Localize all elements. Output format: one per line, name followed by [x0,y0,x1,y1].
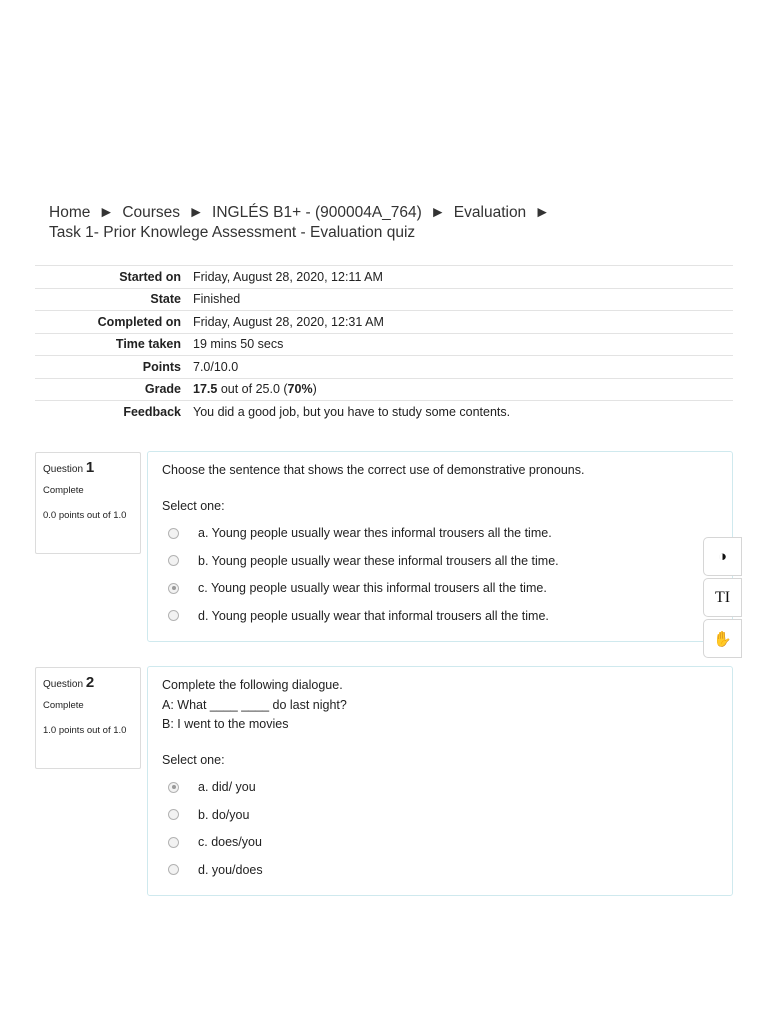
text-size-icon[interactable]: TI [703,578,742,617]
option-label: d. you/does [198,862,263,877]
grade-out-of: out of 25.0 ( [220,382,288,397]
option-label: b. do/you [198,807,250,822]
summary-value: 7.0/10.0 [193,359,239,374]
summary-row-feedback [35,401,733,423]
question-number: Question 1 [43,459,95,476]
summary-value: You did a good job, but you have to study some contents. [193,404,511,419]
contrast-icon[interactable]: ◑ [703,537,742,576]
summary-label: Points [142,359,181,374]
grade-close: ) [312,382,317,397]
question-info-1 [35,452,141,554]
breadcrumb-separator: ► [98,204,115,221]
option-label: c. does/you [198,835,262,850]
answer-option[interactable] [162,856,718,884]
breadcrumb-quiz[interactable]: Task 1- Prior Knowlege Assessment - Evaluation quiz [49,224,416,241]
accessibility-toolbar [703,537,742,660]
question-text: Choose the sentence that shows the correct use of demonstrative pronouns. [162,463,585,477]
question-number: Question 2 [43,674,95,691]
question-text: Complete the following dialogue. A: What ____ ____ do last night? B: I went to the movies [162,678,347,731]
answer-option[interactable] [162,774,718,802]
summary-value: Friday, August 28, 2020, 12:31 AM [193,314,384,329]
summary-label: Feedback [123,404,181,419]
radio-button[interactable] [168,610,179,621]
summary-label: Grade [144,382,181,397]
radio-button[interactable] [168,809,179,820]
radio-button[interactable] [168,864,179,875]
question-grade: 1.0 points out of 1.0 [43,725,127,736]
grade-score: 17.5 [193,382,218,397]
radio-button-checked[interactable] [168,782,179,793]
option-label: b. Young people usually wear these informal trousers all the time. [198,553,559,568]
summary-label: Started on [119,269,181,284]
attempt-summary-table [35,265,733,423]
summary-row-time [35,333,733,356]
summary-row-started [35,266,733,289]
sign-language-icon[interactable]: ✋ [703,619,742,658]
question-state: Complete [43,485,84,496]
breadcrumb-separator: ► [430,204,446,221]
summary-label: Completed on [97,314,181,329]
summary-value: 19 mins 50 secs [193,337,284,352]
answer-options [162,520,718,630]
radio-button-checked[interactable] [168,583,179,594]
summary-label: State [150,292,181,307]
radio-button[interactable] [168,528,179,539]
summary-row-grade [35,378,733,401]
summary-row-state [35,288,733,311]
option-label: a. did/ you [198,780,256,795]
grade-percent: 70% [287,382,313,397]
question-grade: 0.0 points out of 1.0 [43,510,127,521]
answer-option[interactable] [162,602,718,630]
summary-row-completed [35,311,733,334]
answer-option[interactable] [162,575,718,603]
grade-value [187,378,733,401]
answer-option[interactable] [162,520,718,548]
answer-option[interactable] [162,547,718,575]
breadcrumb-separator: ► [188,204,204,221]
question-state: Complete [43,700,84,711]
summary-row-points [35,356,733,379]
answer-option[interactable] [162,829,718,857]
select-one-prompt: Select one: [162,498,225,513]
breadcrumb-home[interactable]: Home [49,204,91,221]
breadcrumb-separator: ► [534,204,550,221]
question-content-1 [147,451,733,642]
answer-option[interactable] [162,801,718,829]
question-content-2 [147,666,733,896]
question-info-2 [35,667,141,769]
breadcrumb-courses[interactable]: Courses [122,204,181,221]
breadcrumb-course[interactable]: INGLÉS B1+ - (900004A_764) [212,204,422,221]
summary-value: Friday, August 28, 2020, 12:11 AM [193,269,383,284]
radio-button[interactable] [168,837,179,848]
answer-options [162,774,718,884]
option-label: d. Young people usually wear that informal trousers all the time. [198,608,549,623]
breadcrumb-evaluation[interactable]: Evaluation [453,204,527,221]
breadcrumb [49,203,609,243]
summary-value: Finished [193,292,241,307]
option-label: c. Young people usually wear this informal trousers all the time. [198,581,547,596]
option-label: a. Young people usually wear thes informal trousers all the time. [198,526,552,541]
select-one-prompt: Select one: [162,752,225,767]
radio-button[interactable] [168,555,179,566]
summary-label: Time taken [115,337,181,352]
